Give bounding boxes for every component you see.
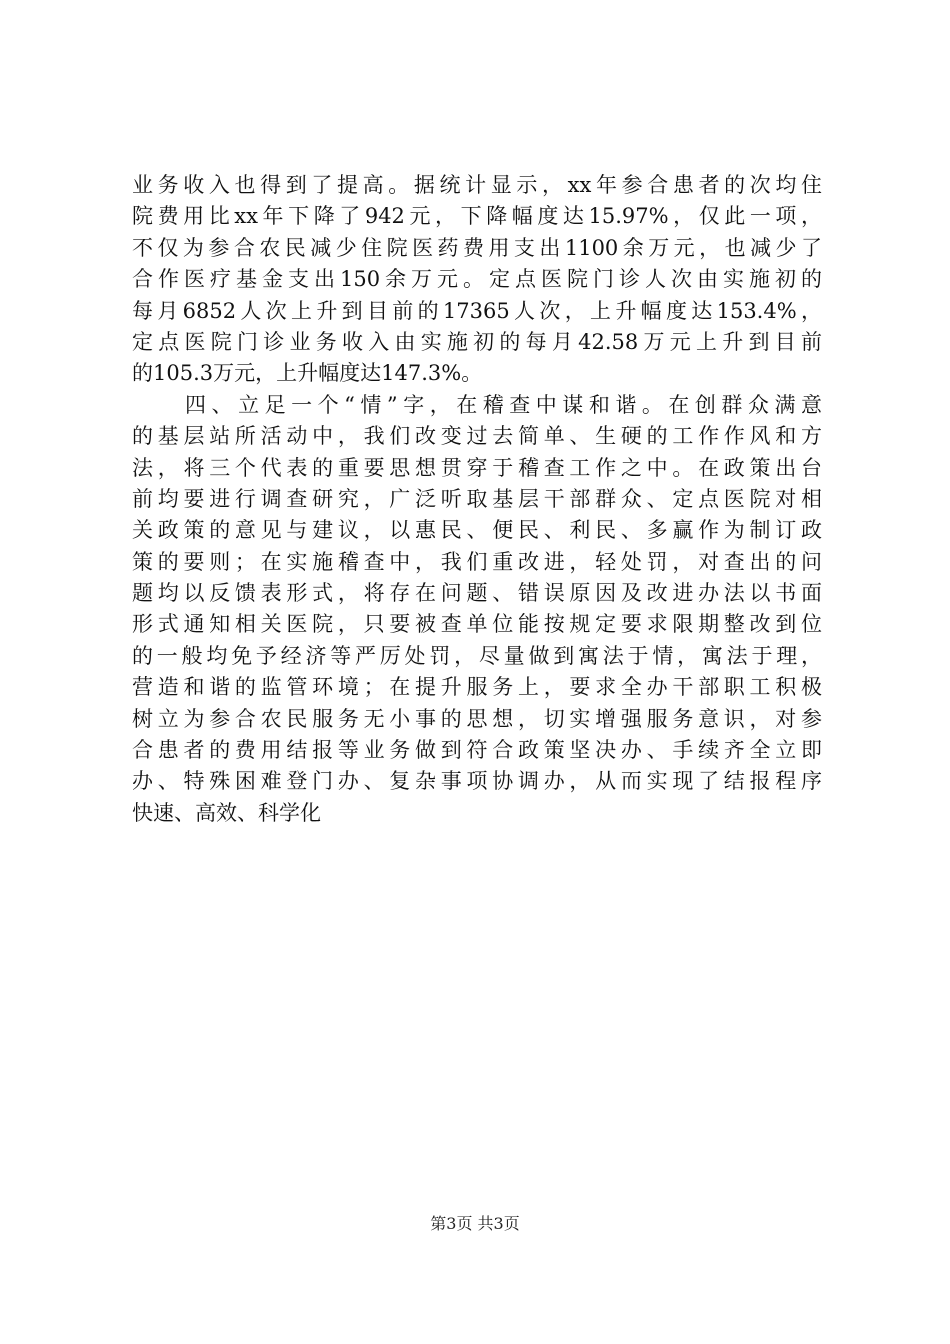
text-line: 形式通知相关医院，只要被查单位能按规定要求限期整改到位 bbox=[132, 612, 822, 637]
text-line: 关政策的意见与建议，以惠民、便民、利民、多赢作为制订政 bbox=[132, 518, 822, 543]
text-line: 每月6852人次上升到目前的17365人次，上升幅度达153.4%， bbox=[132, 298, 822, 323]
text-line: 前均要进行调查研究，广泛听取基层干部群众、定点医院对相 bbox=[132, 486, 822, 511]
text-line: 四、立足一个“情”字，在稽查中谋和谐。在创群众满意 bbox=[132, 392, 822, 417]
text-line: 定点医院门诊业务收入由实施初的每月42.58万元上升到目前 bbox=[132, 329, 822, 354]
text-line: 的105.3万元，上升幅度达147.3%。 bbox=[132, 361, 483, 386]
text-line: 院费用比xx年下降了942元，下降幅度达15.97%，仅此一项， bbox=[132, 204, 822, 229]
text-line: 不仅为参合农民减少住院医药费用支出1100余万元，也减少了 bbox=[132, 235, 822, 260]
text-line: 合作医疗基金支出150余万元。定点医院门诊人次由实施初的 bbox=[132, 267, 822, 292]
body-text bbox=[132, 170, 822, 829]
text-line: 的基层站所活动中，我们改变过去简单、生硬的工作作风和方 bbox=[132, 424, 822, 449]
text-line: 树立为参合农民服务无小事的思想，切实增强服务意识，对参 bbox=[132, 706, 822, 731]
text-line: 策的要则；在实施稽查中，我们重改进，轻处罚，对查出的问 bbox=[132, 549, 822, 574]
text-line: 办、特殊困难登门办、复杂事项协调办，从而实现了结报程序 bbox=[132, 769, 822, 794]
text-line: 快速、高效、科学化 bbox=[132, 800, 321, 825]
text-line: 合患者的费用结报等业务做到符合政策坚决办、手续齐全立即 bbox=[132, 738, 822, 763]
page-footer: 第3页 共3页 bbox=[430, 1214, 520, 1233]
text-line: 题均以反馈表形式，将存在问题、错误原因及改进办法以书面 bbox=[132, 581, 822, 606]
text-line: 法，将三个代表的重要思想贯穿于稽查工作之中。在政策出台 bbox=[132, 455, 822, 480]
text-line: 营造和谐的监管环境；在提升服务上，要求全办干部职工积极 bbox=[132, 675, 822, 700]
text-line: 的一般均免予经济等严厉处罚，尽量做到寓法于情，寓法于理， bbox=[132, 643, 822, 668]
text-line: 业务收入也得到了提高。据统计显示，xx年参合患者的次均住 bbox=[132, 173, 822, 197]
